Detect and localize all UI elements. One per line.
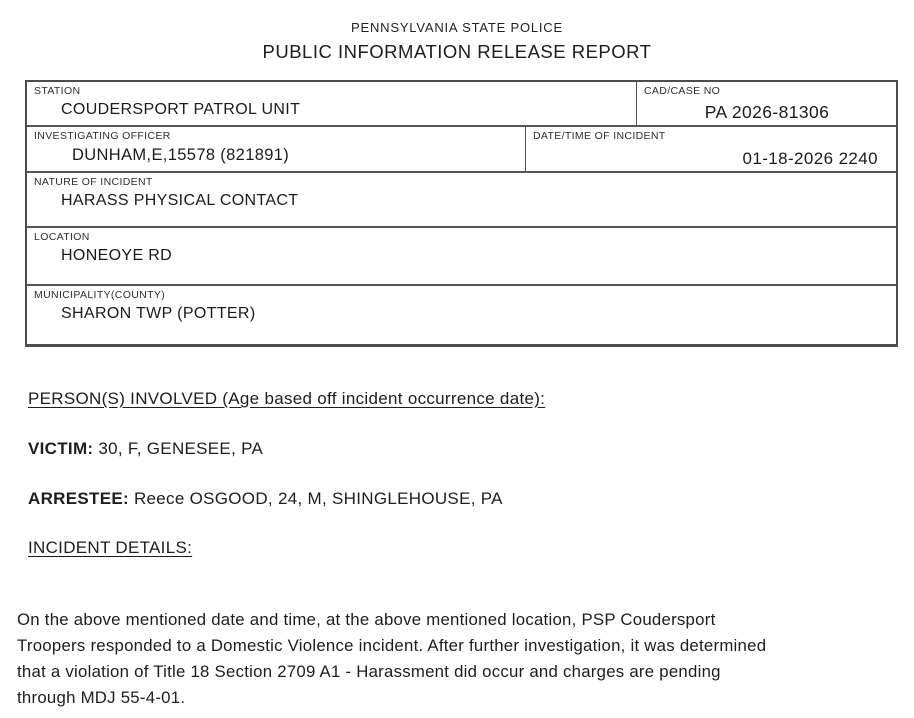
form-row-location: [27, 226, 896, 284]
municipality-county-label: MUNICIPALITY(COUNTY): [34, 289, 166, 301]
form-row-nature-of-incident: [27, 171, 896, 226]
report-title: PUBLIC INFORMATION RELEASE REPORT: [262, 41, 652, 62]
nature-of-incident-label: NATURE OF INCIDENT: [34, 176, 153, 188]
form-row-station: [27, 82, 896, 125]
nature-of-incident-value: HARASS PHYSICAL CONTACT: [61, 192, 299, 209]
narrative-line: through MDJ 55-4-01.: [17, 688, 186, 707]
persons-involved-heading: PERSON(S) INVOLVED (Age based off incident occurrence date):: [28, 389, 546, 408]
cad-case-no-label: CAD/CASE NO: [644, 85, 721, 97]
date-time-of-incident-cell: [525, 127, 896, 171]
date-time-of-incident-value: 01-18-2026 2240: [742, 149, 878, 168]
narrative-line: Troopers responded to a Domestic Violence incident. After further investigation, it was determined: [17, 636, 767, 655]
narrative-line: that a violation of Title 18 Section 2709 A1 - Harassment did occur and charges are pending: [17, 662, 721, 681]
form-row-investigating-officer: [27, 125, 896, 171]
investigating-officer-label: INVESTIGATING OFFICER: [34, 130, 171, 142]
organization-title: PENNSYLVANIA STATE POLICE: [351, 20, 563, 35]
incident-details-heading: INCIDENT DETAILS:: [28, 538, 193, 557]
station-value: COUDERSPORT PATROL UNIT: [61, 101, 301, 118]
location-cell: [27, 228, 896, 284]
municipality-county-cell: [27, 286, 896, 344]
station-label: STATION: [34, 85, 81, 97]
narrative-line: On the above mentioned date and time, at the above mentioned location, PSP Coudersport: [17, 610, 716, 629]
victim-value: 30, F, GENESEE, PA: [98, 439, 264, 458]
date-time-of-incident-label: DATE/TIME OF INCIDENT: [533, 130, 666, 142]
victim-label: VICTIM:: [28, 439, 94, 458]
station-cell: [27, 82, 636, 125]
nature-of-incident-cell: [27, 173, 896, 226]
investigating-officer-cell: [27, 127, 525, 171]
victim-line: [28, 439, 914, 459]
report-form-table: [25, 80, 898, 347]
location-label: LOCATION: [34, 231, 90, 243]
cad-case-no-cell: [636, 82, 896, 125]
form-row-municipality-county: [27, 284, 896, 344]
incident-narrative: [17, 607, 913, 711]
arrestee-label: ARRESTEE:: [28, 489, 129, 508]
arrestee-value: Reece OSGOOD, 24, M, SHINGLEHOUSE, PA: [133, 489, 503, 508]
arrestee-line: [28, 489, 914, 509]
cad-case-no-value: PA 2026-81306: [704, 102, 830, 122]
municipality-county-value: SHARON TWP (POTTER): [61, 305, 256, 322]
document-header: [0, 0, 914, 63]
location-value: HONEOYE RD: [61, 247, 173, 264]
investigating-officer-value: DUNHAM,E,15578 (821891): [72, 146, 290, 164]
